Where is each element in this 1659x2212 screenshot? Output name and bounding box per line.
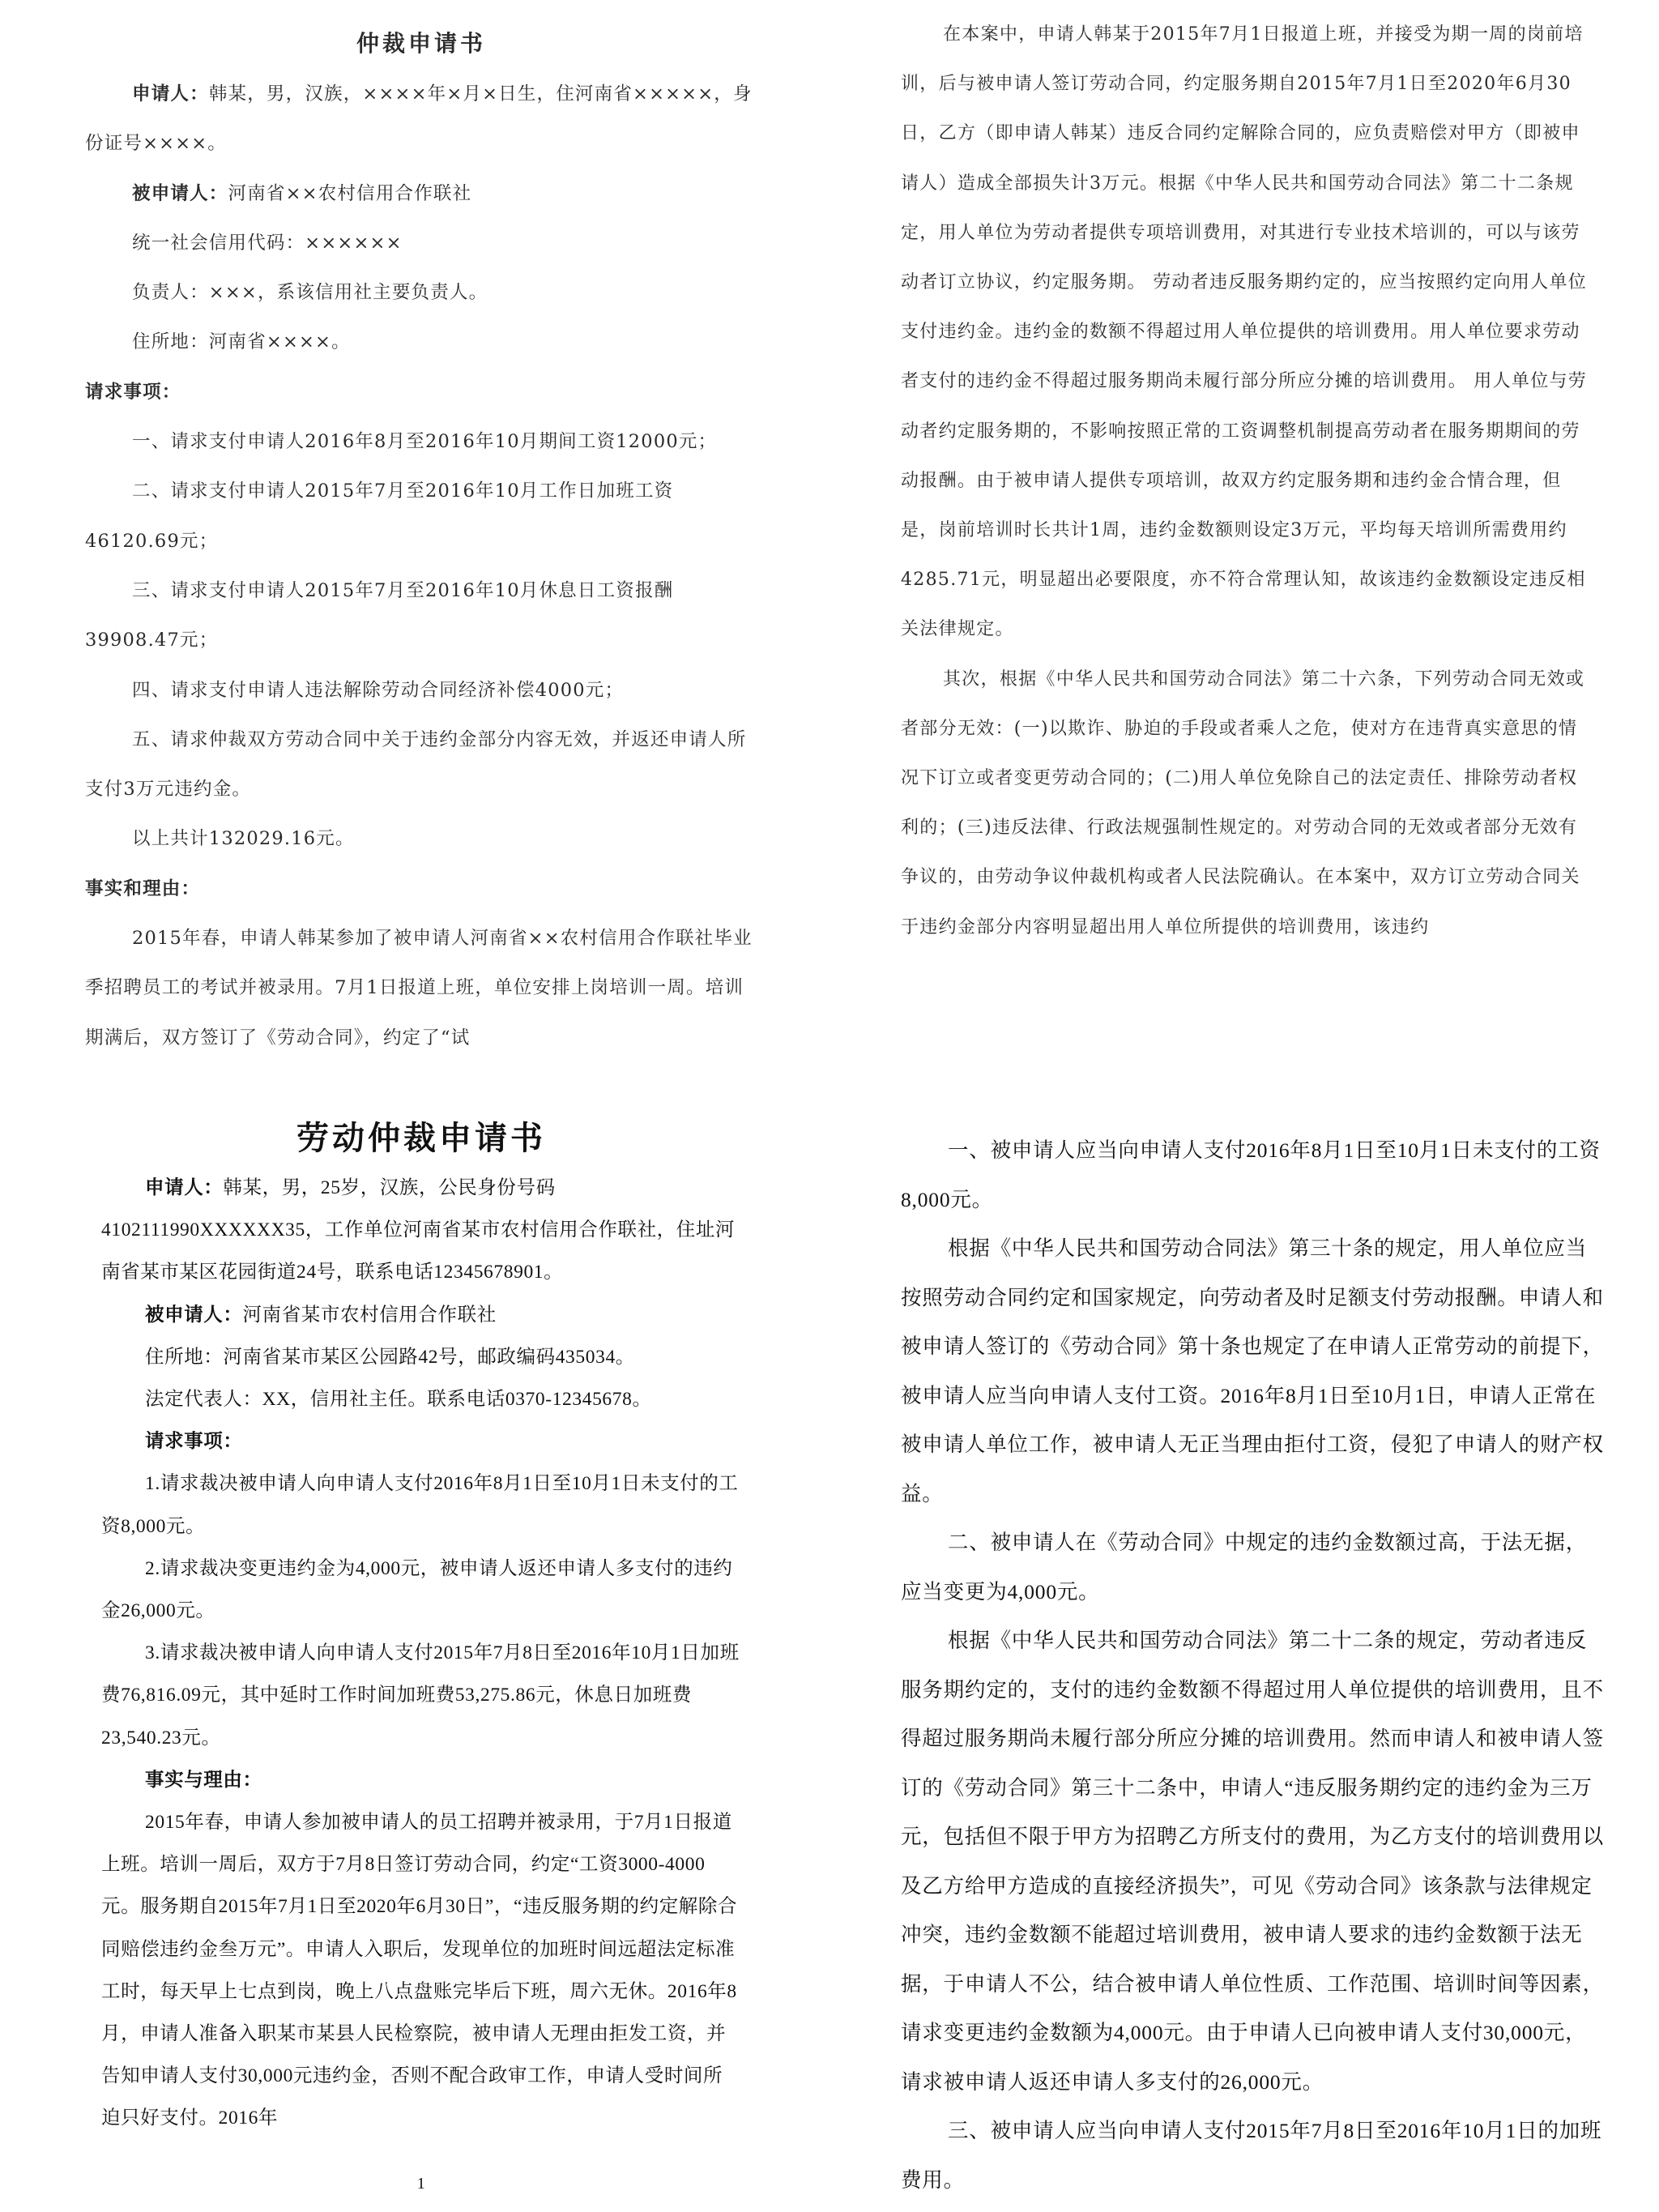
principal-line: 负责人：×××，系该信用社主要负责人。 xyxy=(132,282,488,304)
claim-item: 五、请求仲裁双方劳动合同中关于违约金部分内容无效，并返还申请人所支付3万元违约金。 xyxy=(85,728,747,801)
claim-item: 二、请求支付申请人2015年7月至2016年10月工作日加班工资46120.69元； xyxy=(85,480,674,552)
section-heading: 二、被申请人在《劳动合同》中规定的违约金数额过高，于法无据，应当变更为4,000元。 xyxy=(901,1531,1588,1603)
claims-heading: 请求事项： xyxy=(85,381,181,403)
address-line: 住所地：河南省××××。 xyxy=(132,331,351,353)
claim-item: 2.请求裁决变更违约金为4,000元，被申请人返还申请人多支付的违约金26,000元。 xyxy=(101,1557,733,1622)
applicant-paragraph xyxy=(85,70,757,169)
facts-heading: 事实与理由： xyxy=(145,1769,262,1791)
document-page-bottom-right xyxy=(901,1126,1606,2210)
respondent-paragraph xyxy=(85,169,757,219)
legal-representative-line: 法定代表人：XX，信用社主任。联系电话0370-12345678。 xyxy=(145,1389,652,1411)
respondent-text: 河南省某市农村信用合作联社 xyxy=(242,1304,497,1326)
facts-paragraph: 2015年春，申请人参加被申请人的员工招聘并被录用，于7月1日报道上班。培训一周后，双方于7月8日签订劳动合同，约定“工资3000-4000元。服务期自2015年7月1日至2020年6月30日”，“违反服务期的约定解除合同赔偿违约金叁万元”。申请人入职后，发现单位的加班时间远超法定标准工时，每天早上七点到岗，晚上八点盘账完毕后下班，周六无休。2016年8月，申请人准备入职某市某县人民检察院，被申请人无理由拒发工资，并告知申请人支付30,000元违约金，否则不配合政审工作，申请人受时间所迫只好支付。2016年 xyxy=(101,1812,738,2129)
respondent-label: 被申请人： xyxy=(132,182,228,204)
respondent-text: 河南省××农村信用合作联社 xyxy=(228,182,472,204)
claim-item: 三、请求支付申请人2015年7月至2016年10月休息日工资报酬39908.47元； xyxy=(85,579,674,651)
document-page-bottom-left xyxy=(101,1110,741,2210)
respondent-paragraph xyxy=(101,1294,741,1336)
document-page-top-left xyxy=(85,18,757,1086)
document-page-top-right xyxy=(901,10,1591,1086)
applicant-text: 韩某，男，汉族，××××年×月×日生，住河南省×××××，身份证号××××。 xyxy=(85,83,753,155)
claim-item: 一、请求支付申请人2016年8月至2016年10月期间工资12000元； xyxy=(132,431,718,453)
body-paragraph: 根据《中华人民共和国劳动合同法》第三十条的规定，用人单位应当按照劳动合同约定和国家规定，向劳动者及时足额支付劳动报酬。申请人和被申请人签订的《劳动合同》第十条也规定了在申请人正常劳动的前提下，被申请人应当向申请人支付工资。2016年8月1日至10月1日，申请人正常在被申请人单位工作，被申请人无正当理由拒付工资，侵犯了申请人的财产权益。 xyxy=(901,1236,1604,1505)
claim-item: 3.请求裁决被申请人向申请人支付2015年7月8日至2016年10月1日加班费76,816.09元，其中延时工作时间加班费53,275.86元，休息日加班费23,540.23元。 xyxy=(101,1642,740,1749)
claim-item: 1.请求裁决被申请人向申请人支付2016年8月1日至10月1日未支付的工资8,000元。 xyxy=(101,1473,739,1537)
section-heading: 一、被申请人应当向申请人支付2016年8月1日至10月1日未支付的工资8,000元。 xyxy=(901,1138,1601,1211)
address-line: 住所地：河南省某市某区公园路42号，邮政编码435034。 xyxy=(145,1346,635,1368)
document-title: 仲裁申请书 xyxy=(356,30,486,57)
facts-paragraph: 2015年春，申请人韩某参加了被申请人河南省××农村信用合作联社毕业季招聘员工的考试并被录用。7月1日报道上班，单位安排上岗培训一周。培训期满后，双方签订了《劳动合同》，约定了“试 xyxy=(85,928,753,1048)
claims-heading: 请求事项： xyxy=(145,1431,243,1453)
section-heading: 三、被申请人应当向申请人支付2015年7月8日至2016年10月1日的加班费用。 xyxy=(901,2119,1602,2192)
body-paragraph: 其次，根据《中华人民共和国劳动合同法》第二十六条，下列劳动合同无效或者部分无效：(一)以欺诈、胁迫的手段或者乘人之危，使对方在违背真实意思的情况下订立或者变更劳动合同的；(二)用人单位免除自己的法定责任、排除劳动者权利的；(三)违反法律、行政法规强制性规定的。对劳动合同的无效或者部分无效有争议的，由劳动争议仲裁机构或者人民法院确认。在本案中，双方订立劳动合同关于违约金部分内容明显超出用人单位所提供的培训费用，该违约 xyxy=(901,668,1585,937)
respondent-label: 被申请人： xyxy=(145,1304,243,1326)
facts-heading: 事实和理由： xyxy=(85,878,201,899)
claims-total: 以上共计132029.16元。 xyxy=(132,828,355,850)
credit-code-line: 统一社会信用代码：×××××× xyxy=(132,232,403,254)
applicant-label: 申请人： xyxy=(132,83,209,105)
claim-item: 四、请求支付申请人违法解除劳动合同经济补偿4000元； xyxy=(132,679,625,701)
document-title: 劳动仲裁申请书 xyxy=(296,1120,546,1157)
body-paragraph: 在本案中，申请人韩某于2015年7月1日报道上班，并接受为期一周的岗前培训，后与被申请人签订劳动合同，约定服务期自2015年7月1日至2020年6月30日，乙方（即申请人韩某）违反合同约定解除合同的，应负责赔偿对甲方（即被申请人）造成全部损失计3万元。根据《中华人民共和国劳动合同法》第二十二条规定，用人单位为劳动者提供专项培训费用，对其进行专业技术培训的，可以与该劳动者订立协议，约定服务期。 劳动者违反服务期约定的，应当按照约定向用人单位支付违约金。违约金的数额不得超过用人单位提供的培训费用。用人单位要求劳动者支付的违约金不得超过服务期尚未履行部分所应分摊的培训费用。 用人单位与劳动者约定服务期的，不影响按照正常的工资调整机制提高劳动者在服务期期间的劳动报酬。由于被申请人提供专项培训，故双方约定服务期和违约金合情合理，但是，岗前培训时长共计1周，违约金数额则设定3万元，平均每天培训所需费用约4285.71元，明显超出必要限度，亦不符合常理认知，故该违约金数额设定违反相关法律规定。 xyxy=(901,24,1588,640)
applicant-paragraph xyxy=(101,1167,741,1294)
page-number: 1 xyxy=(416,2174,426,2193)
body-paragraph: 根据《中华人民共和国劳动合同法》第二十二条的规定，劳动者违反服务期约定的，支付的违约金数额不得超过用人单位提供的培训费用，且不得超过服务期尚未履行部分所应分摊的培训费用。然而申请人和被申请人签订的《劳动合同》第三十二条中，申请人“违反服务期约定的违约金为三万元，包括但不限于甲方为招聘乙方所支付的费用，为乙方支付的培训费用以及乙方给甲方造成的直接经济损失”，可见《劳动合同》该条款与法律规定冲突，违约金数额不能超过培训费用，被申请人要求的违约金数额于法无据，于申请人不公，结合被申请人单位性质、工作范围、培训时间等因素，请求变更违约金数额为4,000元。由于申请人已向被申请人支付30,000元，请求被申请人返还申请人多支付的26,000元。 xyxy=(901,1629,1604,2094)
applicant-label: 申请人： xyxy=(145,1177,224,1198)
applicant-text: 韩某，男，25岁，汉族，公民身份号码4102111990XXXXXX35，工作单位河南省某市农村信用合作联社，住址河南省某市某区花园街道24号，联系电话12345678901。 xyxy=(101,1177,736,1283)
